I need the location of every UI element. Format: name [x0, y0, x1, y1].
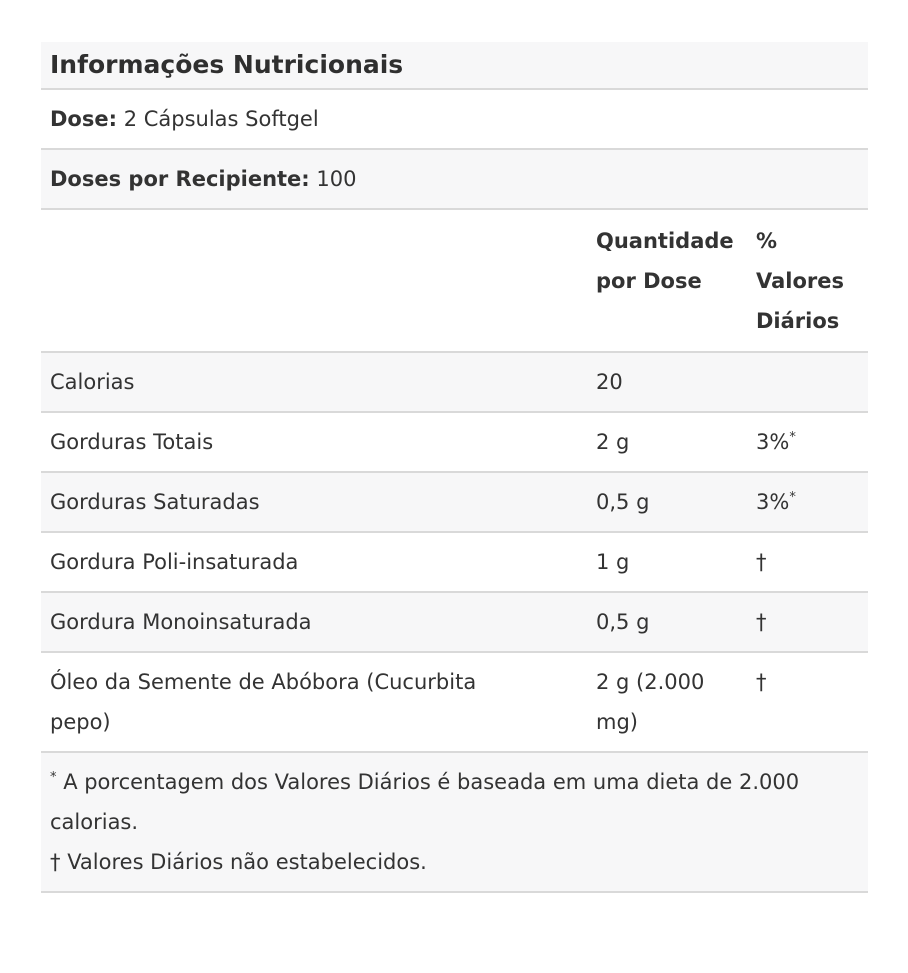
nutrient-amount: 2 g (2.000 mg): [586, 652, 746, 752]
table-row-oleo-semente-abobora: [41, 652, 868, 752]
nutrient-name: Óleo da Semente de Abóbora (Cucurbita pepo): [41, 652, 586, 752]
percent-footnote-text: A porcentagem dos Valores Diários é baseada em uma dieta de 2.000 calorias.: [50, 770, 800, 834]
nutrient-daily-value: [746, 532, 868, 592]
daily-value-text: †: [756, 550, 767, 574]
daily-value-text: 3%: [756, 490, 790, 514]
supplement-facts-table: [41, 42, 868, 893]
nutrient-daily-value: [746, 472, 868, 532]
amount-column-header: Quantidade por Dose: [586, 209, 746, 352]
servings-per-container-row: [41, 149, 868, 209]
footnotes-cell: [41, 752, 868, 892]
empty-header-cell: [41, 209, 586, 352]
asterisk-marker: *: [50, 770, 57, 785]
table-row-gordura-monoinsaturada: [41, 592, 868, 652]
servings-per-container-label: Doses por Recipiente:: [50, 167, 310, 191]
serving-size-cell: [41, 89, 868, 149]
column-header-row: [41, 209, 868, 352]
nutrient-daily-value: [746, 652, 868, 752]
daily-value-text: †: [756, 610, 767, 634]
nutrient-name: Calorias: [41, 352, 586, 412]
percent-daily-value-footnote: [50, 762, 835, 842]
serving-size-value: 2 Cápsulas Softgel: [123, 107, 319, 131]
nutrient-name: Gorduras Totais: [41, 412, 586, 472]
nutrient-amount: 20: [586, 352, 746, 412]
nutrient-daily-value: [746, 352, 868, 412]
nutrient-amount: 2 g: [586, 412, 746, 472]
nutrient-daily-value: [746, 592, 868, 652]
nutrient-amount: 0,5 g: [586, 592, 746, 652]
table-row-gorduras-saturadas: [41, 472, 868, 532]
dagger-footnote: [50, 842, 858, 882]
nutrient-amount: 1 g: [586, 532, 746, 592]
table-row-gorduras-totais: [41, 412, 868, 472]
footnotes-row: [41, 752, 868, 892]
title-row: [41, 42, 868, 89]
daily-value-column-header: % Valores Diários: [746, 209, 868, 352]
serving-size-row: [41, 89, 868, 149]
serving-size-label: Dose:: [50, 107, 117, 131]
nutrient-name: Gorduras Saturadas: [41, 472, 586, 532]
daily-value-text: 3%: [756, 430, 790, 454]
daily-value-asterisk: *: [789, 430, 796, 445]
dagger-marker: †: [50, 850, 61, 874]
supplement-facts-card: [41, 42, 868, 893]
nutrient-daily-value: [746, 412, 868, 472]
dagger-footnote-text: Valores Diários não estabelecidos.: [67, 850, 427, 874]
servings-per-container-value: 100: [316, 167, 357, 191]
daily-value-asterisk: *: [789, 490, 796, 505]
page-title: Informações Nutricionais: [41, 42, 868, 89]
nutrient-name: Gordura Poli-insaturada: [41, 532, 586, 592]
servings-per-container-cell: [41, 149, 868, 209]
daily-value-text: †: [756, 670, 767, 694]
table-row-calorias: [41, 352, 868, 412]
nutrient-amount: 0,5 g: [586, 472, 746, 532]
table-row-gordura-poli-insaturada: [41, 532, 868, 592]
nutrient-name: Gordura Monoinsaturada: [41, 592, 586, 652]
